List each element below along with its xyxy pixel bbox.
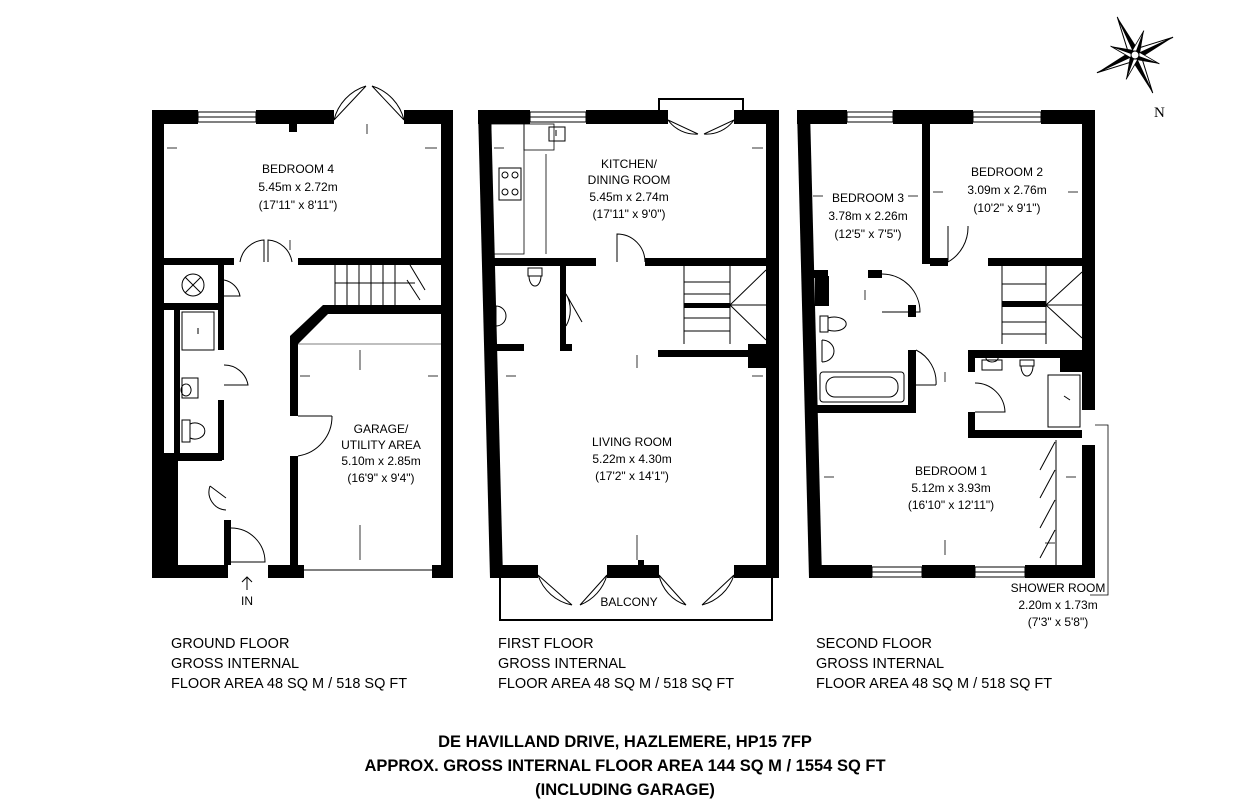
garage-note: (INCLUDING GARAGE) (535, 781, 715, 799)
shower-room-imperial: (7'3" x 5'8") (1027, 615, 1089, 629)
kitchen-units (491, 124, 524, 254)
compass-rose-icon (1079, 0, 1191, 111)
living-room-name: LIVING ROOM (591, 435, 673, 449)
bedroom-1-metric: 5.12m x 3.93m (911, 481, 991, 495)
caption-line: GROSS INTERNAL (498, 656, 627, 672)
wall (491, 258, 596, 266)
caption-line: GROSS INTERNAL (816, 656, 945, 672)
bedroom-4-name: BEDROOM 4 (261, 162, 335, 176)
kitchen-imperial: (17'11" x 9'0") (592, 207, 666, 221)
wall (893, 110, 973, 124)
bedroom-3-name: BEDROOM 3 (831, 191, 905, 205)
wall (164, 453, 222, 461)
garage-metric: 5.10m x 2.85m (341, 454, 421, 468)
wall (1002, 301, 1046, 307)
toilet-icon (820, 316, 846, 332)
wall (290, 336, 298, 416)
caption-line: FIRST FLOOR (498, 636, 594, 652)
wardrobe (1040, 442, 1055, 558)
wall (684, 303, 730, 308)
wall (268, 565, 304, 578)
wall (586, 110, 668, 124)
toilet-icon (528, 268, 542, 286)
caption-line: GROSS INTERNAL (171, 656, 300, 672)
wall (224, 520, 231, 565)
garage-name-2: UTILITY AREA (341, 438, 421, 452)
sink-icon (549, 127, 565, 141)
wall (323, 305, 441, 314)
entrance-arrow-icon (242, 577, 252, 590)
wall (868, 270, 882, 278)
bedroom-2-name: BEDROOM 2 (970, 165, 1044, 179)
wall (218, 400, 224, 460)
wall (164, 461, 178, 565)
wall (810, 405, 916, 413)
shower-room-metric: 2.20m x 1.73m (1018, 598, 1098, 612)
total-floor-area: APPROX. GROSS INTERNAL FLOOR AREA 144 SQ M / 1554 SQ FT (364, 757, 886, 775)
wall (152, 565, 228, 578)
wall (930, 258, 948, 266)
wall (432, 565, 453, 578)
bedroom-3-metric: 3.78m x 2.26m (828, 209, 908, 223)
wall (298, 258, 441, 265)
wall (968, 430, 1082, 438)
garage-imperial: (16'9" x 9'4") (347, 471, 415, 485)
kitchen-metric: 5.45m x 2.74m (589, 190, 669, 204)
wall (174, 303, 180, 453)
wall (560, 266, 566, 350)
shower-room-name: SHOWER ROOM (1010, 581, 1106, 595)
toilet-icon (182, 420, 205, 442)
caption-line: FLOOR AREA 48 SQ M / 518 SQ FT (171, 676, 408, 692)
wall (766, 110, 779, 578)
caption-line: FLOOR AREA 48 SQ M / 518 SQ FT (816, 676, 1053, 692)
living-room-imperial: (17'2" x 14'1") (595, 469, 669, 483)
stairs-icon (335, 265, 425, 305)
wall (1025, 565, 1095, 578)
wall (490, 565, 538, 578)
wall (478, 110, 530, 124)
bedroom-4-metric: 5.45m x 2.72m (258, 180, 338, 194)
wall (908, 305, 916, 317)
north-label: N (1154, 105, 1165, 121)
wall (922, 124, 930, 264)
caption-line: SECOND FLOOR (816, 636, 933, 652)
living-room-metric: 5.22m x 4.30m (592, 452, 672, 466)
toilet-icon (1020, 360, 1034, 376)
wall (922, 565, 975, 578)
wall (491, 344, 524, 351)
second-floor-caption (816, 634, 1052, 694)
property-address: DE HAVILLAND DRIVE, HAZLEMERE, HP15 7FP (438, 733, 812, 751)
wall (152, 110, 164, 578)
kitchen-name-2: DINING ROOM (587, 173, 671, 187)
wall (797, 110, 822, 578)
wall (218, 310, 224, 350)
wall (968, 350, 975, 372)
basin-icon (822, 340, 834, 362)
wall (1041, 110, 1095, 124)
ground-floor-caption (171, 634, 407, 694)
wall (1082, 110, 1095, 410)
wall (152, 110, 198, 124)
wall (404, 110, 453, 124)
wall (1082, 445, 1095, 578)
balcony-label: BALCONY (600, 595, 658, 609)
wall (734, 110, 779, 124)
bedroom-1-name: BEDROOM 1 (914, 464, 988, 478)
bedroom-2-metric: 3.09m x 2.76m (967, 183, 1047, 197)
bedroom-3-imperial: (12'5" x 7'5") (834, 227, 902, 241)
property-summary (0, 730, 1250, 802)
shower-tray-icon (1048, 375, 1080, 427)
wall (809, 565, 872, 578)
entrance-label: IN (241, 594, 253, 608)
basin-icon (496, 306, 506, 326)
bedroom-2-imperial: (10'2" x 9'1") (973, 201, 1041, 215)
bedroom-4-imperial: (17'11" x 8'11") (258, 198, 338, 212)
first-floor-caption (498, 634, 734, 694)
wall (560, 344, 572, 351)
kitchen-name-1: KITCHEN/ (600, 157, 658, 171)
basin-icon (181, 378, 198, 398)
wall (441, 110, 453, 578)
caption-line: FLOOR AREA 48 SQ M / 518 SQ FT (498, 676, 735, 692)
caption-line: GROUND FLOOR (171, 636, 290, 652)
french-door (334, 86, 404, 120)
second-floor-plan (797, 110, 1108, 595)
wall (797, 110, 847, 124)
wall (748, 344, 766, 368)
wall (734, 565, 779, 578)
wall (218, 265, 224, 310)
wall (988, 258, 1082, 266)
garage-name-1: GARAGE/ (353, 422, 409, 436)
wall (908, 350, 916, 412)
wall (164, 303, 222, 310)
bedroom-1-imperial: (16'10" x 12'11") (907, 498, 995, 512)
wall (1060, 350, 1082, 372)
wall (164, 258, 234, 265)
wall (815, 276, 829, 306)
wall (289, 120, 297, 132)
wall (290, 456, 298, 565)
wall (645, 258, 766, 266)
wall (607, 565, 659, 578)
